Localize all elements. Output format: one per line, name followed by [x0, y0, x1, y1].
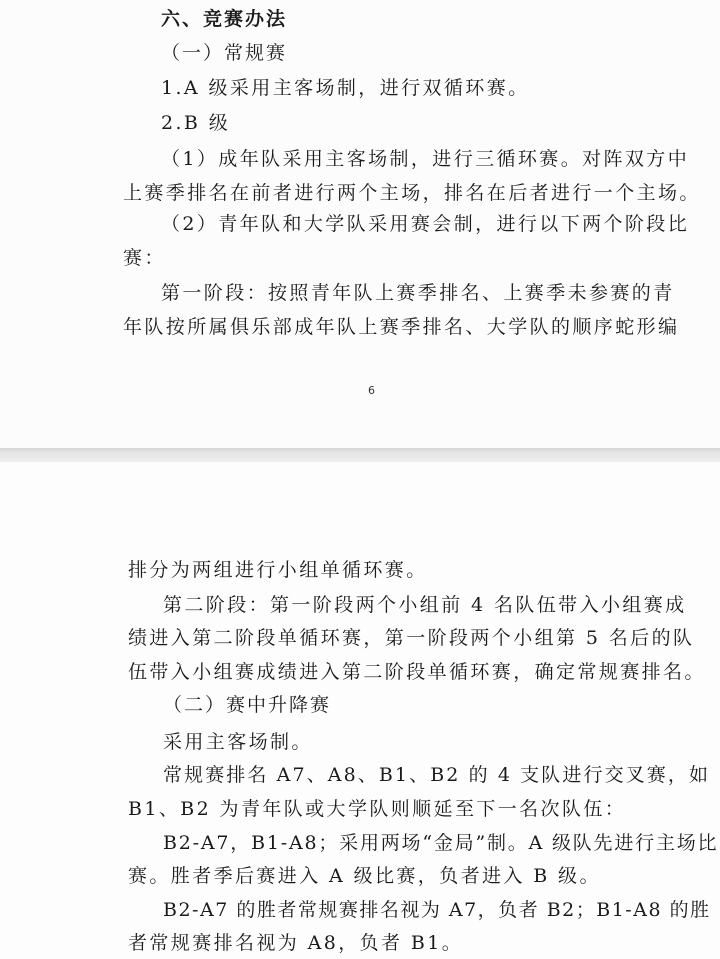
subsection-heading-promotion-relegation: （二）赛中升降赛 [163, 694, 332, 716]
paragraph-line: 赛： [123, 247, 166, 269]
document-page-top [0, 0, 720, 448]
paragraph-line: 1.A 级采用主客场制，进行双循环赛。 [161, 77, 530, 99]
paragraph-line: 上赛季排名在前者进行两个主场，排名在后者进行一个主场。 [123, 182, 701, 204]
page-separator [0, 448, 720, 462]
paragraph-line: B1、B2 为青年队或大学队则顺延至下一名次队伍： [128, 798, 627, 820]
paragraph-line: B2-A7，B1-A8；采用两场“金局”制。A 级队先进行主场比 [163, 832, 719, 854]
paragraph-line: B2-A7 的胜者常规赛排名视为 A7，负者 B2；B1-A8 的胜 [163, 899, 711, 921]
paragraph-line: 年队按所属俱乐部成年队上赛季排名、大学队的顺序蛇形编 [123, 316, 680, 338]
section-heading: 六、竞赛办法 [161, 8, 288, 30]
paragraph-line: 者常规赛排名视为 A8，负者 B1。 [128, 932, 464, 954]
paragraph-line: 第一阶段：按照青年队上赛季排名、上赛季未参赛的青 [161, 282, 675, 304]
paragraph-line: （1）成年队采用主客场制，进行三循环赛。对阵双方中 [161, 148, 690, 170]
paragraph-line: 采用主客场制。 [163, 731, 313, 753]
paragraph-line: 第二阶段：第一阶段两个小组前 4 名队伍带入小组赛成 [163, 594, 687, 616]
paragraph-line: 绩进入第二阶段单循环赛，第一阶段两个小组第 5 名后的队 [128, 627, 695, 649]
paragraph-line: 赛。胜者季后赛进入 A 级比赛，负者进入 B 级。 [128, 865, 601, 887]
paragraph-line: 2.B 级 [161, 112, 231, 134]
paragraph-line: 伍带入小组赛成绩进入第二阶段单循环赛，确定常规赛排名。 [128, 661, 706, 683]
paragraph-line: 排分为两组进行小组单循环赛。 [128, 559, 428, 581]
subsection-heading-regular-season: （一）常规赛 [161, 42, 288, 64]
paragraph-line: 常规赛排名 A7、A8、B1、B2 的 4 支队进行交叉赛，如 [163, 764, 711, 786]
paragraph-line: （2）青年队和大学队采用赛会制，进行以下两个阶段比 [161, 213, 690, 235]
page-number: 6 [368, 384, 375, 397]
